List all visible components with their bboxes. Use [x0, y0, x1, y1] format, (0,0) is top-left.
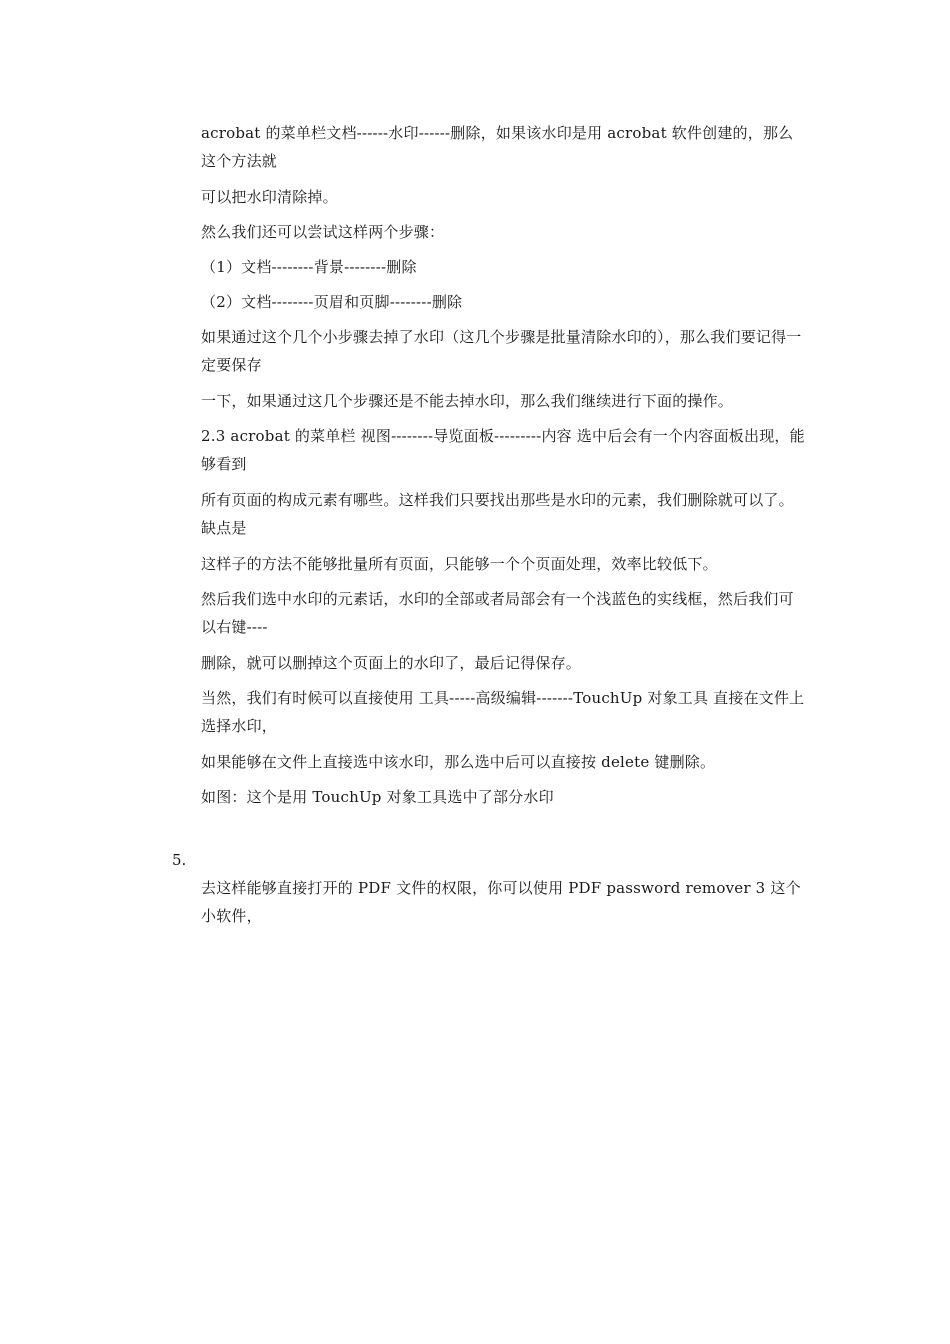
paragraph: 所有页面的构成元素有哪些。这样我们只要找出那些是水印的元素，我们删除就可以了。缺点是 [201, 491, 794, 537]
paragraph: 如图：这个是用 TouchUp 对象工具选中了部分水印 [201, 788, 554, 806]
paragraph: 这样子的方法不能够批量所有页面，只能够一个个页面处理，效率比较低下。 [201, 555, 718, 573]
paragraph: 如果通过这个几个小步骤去掉了水印（这几个步骤是批量清除水印的），那么我们要记得一定要保存 [201, 328, 802, 374]
paragraph: acrobat 的菜单栏文档------水印------删除，如果该水印是用 acrobat 软件创建的，那么这个方法就 [201, 124, 794, 170]
paragraph: 一下，如果通过这几个步骤还是不能去掉水印，那么我们继续进行下面的操作。 [201, 392, 734, 410]
paragraph: 然后我们选中水印的元素话，水印的全部或者局部会有一个浅蓝色的实线框，然后我们可以右键---- [201, 590, 794, 636]
paragraph: 当然，我们有时候可以直接使用 工具-----高级编辑-------TouchUp 对象工具 直接在文件上选择水印， [201, 689, 805, 735]
list-marker: 5. [172, 851, 187, 869]
document-body [201, 119, 808, 818]
paragraph: （2）文档--------页眉和页脚--------删除 [201, 293, 463, 311]
paragraph: （1）文档--------背景--------删除 [201, 258, 417, 276]
list-item-body [201, 874, 808, 938]
paragraph: 然么我们还可以尝试这样两个步骤： [201, 223, 445, 241]
paragraph: 删除，就可以删掉这个页面上的水印了，最后记得保存。 [201, 654, 582, 672]
paragraph: 2.3 acrobat 的菜单栏 视图--------导览面板---------内容 选中后会有一个内容面板出现，能够看到 [201, 427, 805, 473]
paragraph: 可以把水印清除掉。 [201, 188, 338, 206]
paragraph: 如果能够在文件上直接选中该水印，那么选中后可以直接按 delete 键删除。 [201, 753, 716, 771]
list-item-text: 去这样能够直接打开的 PDF 文件的权限，你可以使用 PDF password remover 3 这个小软件， [201, 879, 801, 925]
